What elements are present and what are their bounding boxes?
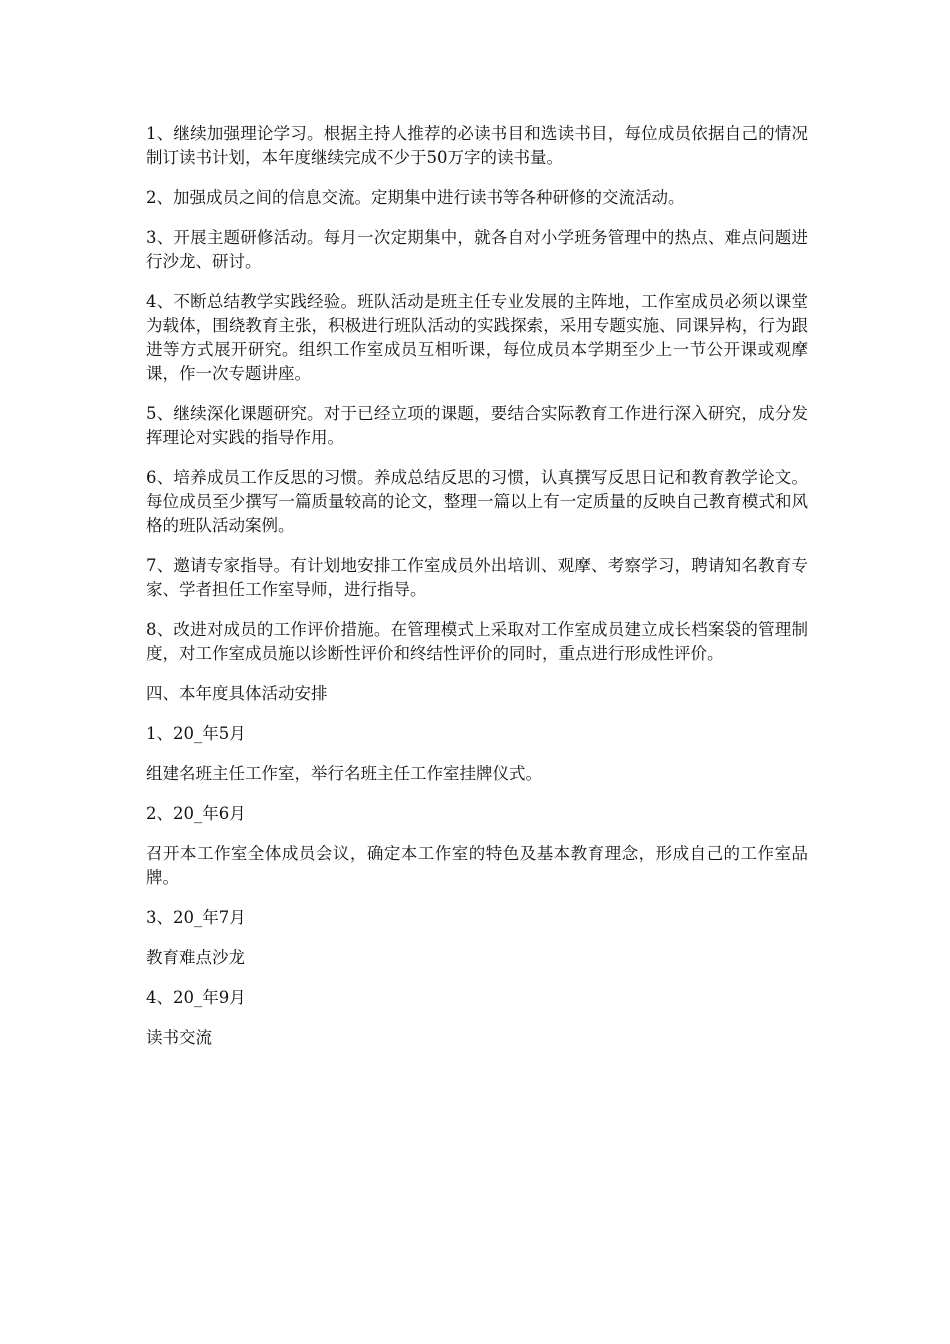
paragraph-measure-8: 8、改进对成员的工作评价措施。在管理模式上采取对工作室成员建立成长档案袋的管理制度，对工作室成员施以诊断性评价和终结性评价的同时，重点进行形成性评价。 (146, 620, 808, 663)
paragraph-measure-5: 5、继续深化课题研究。对于已经立项的课题，要结合实际教育工作进行深入研究，成分发挥理论对实践的指导作用。 (146, 404, 808, 447)
schedule-activity-3: 教育难点沙龙 (146, 948, 245, 967)
schedule-activity-2: 召开本工作室全体成员会议，确定本工作室的特色及基本教育理念，形成自己的工作室品牌。 (146, 844, 808, 887)
paragraph-measure-4: 4、不断总结教学实践经验。班队活动是班主任专业发展的主阵地，工作室成员必须以课堂为载体，围绕教育主张，积极进行班队活动的实践探索，采用专题实施、同课异构，行为跟进等方式展开研究。组织工作室成员互相听课，每位成员本学期至少上一节公开课或观摩课，作一次专题讲座。 (146, 292, 808, 383)
schedule-date-4: 4、20_年9月 (146, 988, 246, 1007)
schedule-date-3: 3、20_年7月 (146, 908, 246, 927)
paragraph-measure-3: 3、开展主题研修活动。每月一次定期集中，就各自对小学班务管理中的热点、难点问题进行沙龙、研讨。 (146, 228, 808, 271)
paragraph-measure-2: 2、加强成员之间的信息交流。定期集中进行读书等各种研修的交流活动。 (146, 188, 685, 207)
paragraph-measure-1: 1、继续加强理论学习。根据主持人推荐的必读书目和选读书目，每位成员依据自己的情况制订读书计划，本年度继续完成不少于50万字的读书量。 (146, 124, 808, 167)
schedule-activity-1: 组建名班主任工作室，举行名班主任工作室挂牌仪式。 (146, 764, 542, 783)
section-heading: 四、本年度具体活动安排 (146, 684, 328, 703)
paragraph-measure-6: 6、培养成员工作反思的习惯。养成总结反思的习惯，认真撰写反思日记和教育教学论文。每位成员至少撰写一篇质量较高的论文，整理一篇以上有一定质量的反映自己教育模式和风格的班队活动案例。 (146, 468, 808, 535)
schedule-date-2: 2、20_年6月 (146, 804, 246, 823)
document-body (146, 122, 808, 1066)
schedule-date-1: 1、20_年5月 (146, 724, 246, 743)
paragraph-measure-7: 7、邀请专家指导。有计划地安排工作室成员外出培训、观摩、考察学习，聘请知名教育专家、学者担任工作室导师，进行指导。 (146, 556, 808, 599)
schedule-activity-4: 读书交流 (146, 1028, 212, 1047)
